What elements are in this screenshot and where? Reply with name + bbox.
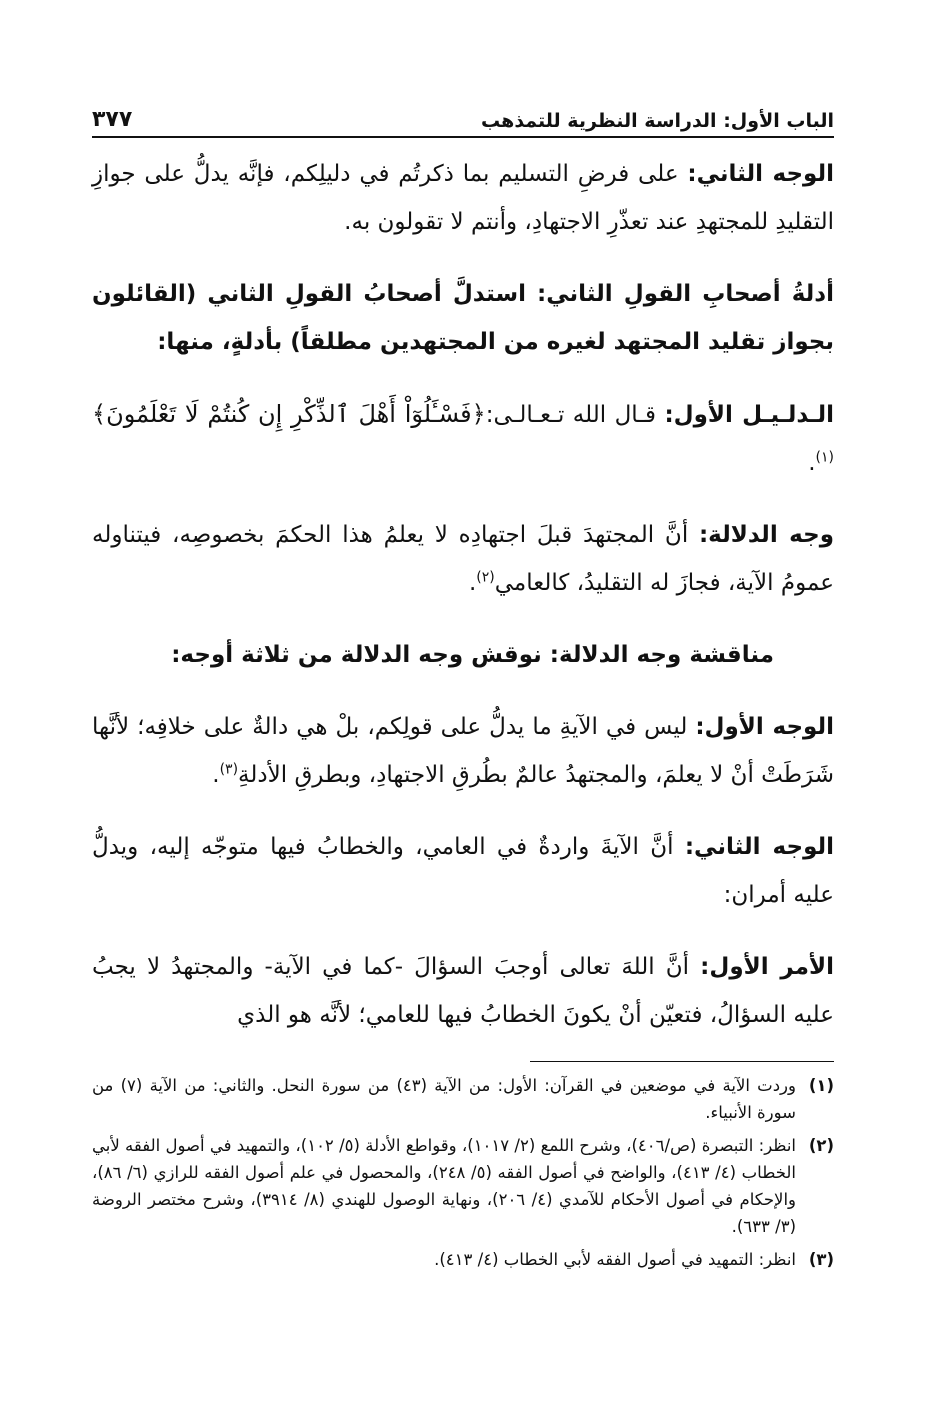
paragraph-text: أنَّ الآيةَ واردةٌ في العامي، والخطابُ فيها متوجّه إليه، ويدلُّ عليه أمران: (92, 834, 834, 908)
paragraph-text: استدلَّ أصحابُ القولِ الثاني (القائلون بجواز تقليد المجتهد لغيره من المجتهدين مطلقاً) بأدلةٍ، منها: (92, 281, 834, 355)
footnote-divider (530, 1061, 834, 1062)
paragraph-heading: الـدلـيـل الأول: (664, 402, 835, 428)
footnote-ref[interactable]: (٢) (476, 569, 495, 586)
footnote-text: وردت الآية في موضعين في القرآن: الأول: من الآية (٤٣) من سورة النحل. والثاني: من الآية (٧) من سورة الأنبياء. (92, 1076, 796, 1122)
paragraph-end: . (468, 570, 477, 596)
paragraph-text: نوقش وجه الدلالة من ثلاثة أوجه: (171, 642, 550, 668)
paragraph-heading: الأمر الأول: (700, 954, 834, 980)
paragraph-text: ليس في الآيةِ ما يدلُّ على قولِكم، بلْ هي دالةٌ على خلافِه؛ لأنَّها شَرَطَتْ أنْ لا يعلمَ، والمجتهدُ عالمٌ بطُرقِ الاجتهادِ، وبطرقِ الأدلةِ (92, 714, 834, 788)
paragraph-end: . (212, 762, 220, 788)
paragraph-heading: أدلةُ أصحابِ القولِ الثاني: (537, 281, 834, 307)
footnote-ref[interactable]: (٣) (219, 761, 239, 778)
paragraph-evidence-second-opinion (92, 270, 834, 366)
paragraph-indication (92, 511, 834, 607)
paragraph-heading: مناقشة وجه الدلالة: (549, 642, 774, 668)
paragraph-text: أنَّ المجتهدَ قبلَ اجتهادِه لا يعلمُ هذا الحكمَ بخصوصِه، فيتناوله عمومُ الآية، فجازَ له التقليدُ، كالعامي (92, 522, 834, 596)
paragraph-second-aspect (92, 150, 834, 246)
footnote-text: انظر: التمهيد في أصول الفقه لأبي الخطاب (٤/ ٤١٣). (434, 1250, 796, 1269)
paragraph-heading: وجه الدلالة: (698, 522, 834, 548)
paragraph-heading: الوجه الأول: (695, 714, 834, 740)
paragraph-heading: الوجه الثاني: (687, 161, 834, 187)
footnote-number: (٣) (808, 1250, 834, 1269)
paragraph-first-matter (92, 943, 834, 1039)
footnotes (92, 1072, 834, 1279)
paragraph-text: قـال الله تـعـالـى: (485, 402, 665, 428)
chapter-title: الباب الأول: الدراسة النظرية للتمذهب (481, 110, 834, 132)
paragraph-text: على فرضِ التسليم بما ذكرتُم في دليلِكم، فإنَّه يدلُّ على جوازِ التقليدِ للمجتهدِ عند تعذّرِ الاجتهادِ، وأنتم لا تقولون به. (92, 161, 834, 235)
footnote-ref[interactable]: (١) (815, 449, 834, 466)
footnote-3 (92, 1246, 834, 1273)
footnote-text: انظر: التبصرة (ص/٤٠٦)، وشرح اللمع (٢/ ١٠١٧)، وقواطع الأدلة (٥/ ١٠٢)، والتمهيد في أصول الفقه لأبي الخطاب (٤/ ٤١٣)، والواضح في أصول الفقه (٥/ ٢٤٨)، والمحصول في علم أصول الفقه للرازي (٦/ ٨٦)، والإحكام في أصول الأحكام للآمدي (٤/ ٢٠٦)، ونهاية الوصول للهندي (٨/ ٣٩١٤)، وشرح مختصر الروضة (٣/ ٦٣٣). (92, 1136, 797, 1236)
paragraph-discussion (92, 631, 834, 679)
main-text (92, 150, 834, 1063)
header-divider (92, 136, 834, 138)
footnote-1 (92, 1072, 834, 1126)
footnote-2 (92, 1132, 834, 1240)
running-header (92, 96, 834, 132)
footnote-number: (٢) (808, 1136, 834, 1155)
paragraph-text: أنَّ اللهَ تعالى أوجبَ السؤالَ -كما في الآية- والمجتهدُ لا يجبُ عليه السؤالُ، فتعيّن أنْ يكونَ الخطابُ فيها للعامي؛ لأنَّه هو الذي (92, 954, 834, 1028)
footnote-number: (١) (808, 1076, 834, 1095)
quran-verse: ﴿فَسْـَٔلُوٓاْ أَهْلَ ٱلذِّكْرِ إِن كُنتُمْ لَا تَعْلَمُونَ﴾ (92, 400, 486, 428)
paragraph-second-aspect-2 (92, 823, 834, 919)
paragraph-end: . (808, 450, 816, 476)
paragraph-first-aspect (92, 703, 834, 799)
paragraph-heading: الوجه الثاني: (684, 834, 835, 860)
paragraph-first-proof (92, 390, 834, 487)
page-number: ٣٧٧ (92, 107, 133, 132)
